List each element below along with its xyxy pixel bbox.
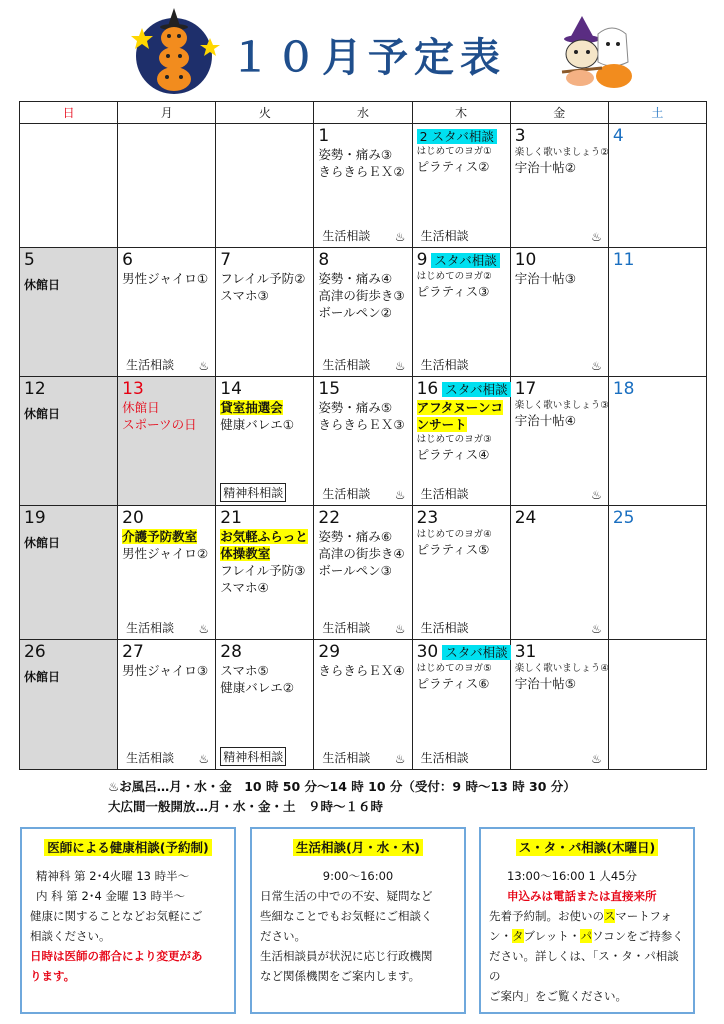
page-header <box>0 0 724 100</box>
calendar-day-cell <box>118 124 216 248</box>
stapa-box-title: ス・タ・パ相談(木曜日) <box>516 839 658 856</box>
day-number: 6 <box>122 250 133 270</box>
day-number: 10 <box>514 250 537 270</box>
event-label: はじめてのヨガ⑤ <box>416 663 492 674</box>
calendar-day-cell <box>608 377 706 506</box>
page-title: １０月予定表 <box>230 35 506 81</box>
calendar-day-cell <box>510 506 608 640</box>
cell-footer <box>519 622 602 636</box>
cell-footer <box>421 356 504 373</box>
day-number: 20 <box>122 508 144 528</box>
day-number: 25 <box>612 508 635 528</box>
calendar-table <box>19 101 707 770</box>
event-label: アフタヌーンコ <box>416 400 503 415</box>
event-label: はじめてのヨガ③ <box>416 434 492 445</box>
calendar-day-cell <box>216 248 314 377</box>
calendar-day-cell <box>216 640 314 770</box>
doctor-line: 精神科 第 2･4火曜 13 時半〜 <box>36 869 190 883</box>
doctor-line: 相談ください。 <box>30 929 111 943</box>
cell-footer <box>519 488 602 502</box>
calendar-day-cell <box>314 506 412 640</box>
closed-day-label: 休館日 <box>24 278 61 292</box>
hot-spring-icon: ♨ <box>394 622 406 636</box>
event-label: スマホ⑤ <box>220 663 269 678</box>
hall-hours-note: 大広間一般開放…月・水・金・土 ９時〜１６時 <box>108 799 384 814</box>
stapa-apply-note: 申込みは電話または直接来所 <box>507 889 657 903</box>
life-consult-label: 生活相談 <box>126 621 175 635</box>
cell-footer <box>126 356 209 373</box>
event-label: 健康バレエ① <box>220 417 294 432</box>
event-label: 姿勢・痛み⑤ <box>318 400 393 415</box>
event-label: 高津の街歩き③ <box>318 288 405 303</box>
stapa-time: 13:00〜16:00 1 人45分 <box>507 869 638 883</box>
stapa-consultation-box <box>479 827 695 1014</box>
event-label: 姿勢・痛み④ <box>318 271 393 286</box>
day-number: 26 <box>24 642 46 662</box>
life-consult-label: 生活相談 <box>420 621 469 635</box>
doctor-warning: ります。 <box>30 969 76 983</box>
event-label: ボールペン② <box>318 305 392 320</box>
life-line: 些細なことでもお気軽にご相談く <box>260 909 433 923</box>
event-label: スタバ相談 <box>442 645 510 660</box>
life-consult-label: 生活相談 <box>322 751 371 765</box>
calendar-week-row <box>20 640 707 770</box>
event-label: ンサート <box>416 417 467 432</box>
cell-footer <box>322 227 405 244</box>
event-label: 男性ジャイロ② <box>122 546 209 561</box>
event-label: 楽しく歌いましょう② <box>514 147 609 158</box>
event-label: ピラティス⑥ <box>416 676 490 691</box>
day-number: 13 <box>122 379 144 399</box>
hot-spring-icon: ♨ <box>591 752 602 766</box>
hot-spring-icon: ♨ <box>198 359 210 373</box>
event-label: 健康バレエ② <box>220 680 294 695</box>
event-label: ピラティス② <box>416 159 490 174</box>
weekday-thu: 木 <box>412 102 510 124</box>
cell-footer <box>519 359 602 373</box>
hot-spring-icon: ♨ <box>394 488 406 502</box>
event-label: 楽しく歌いましょう④ <box>514 663 609 674</box>
event-label: スタバ相談 <box>431 253 499 268</box>
event-label: 介護予防教室 <box>122 529 198 544</box>
day-number: 5 <box>24 250 35 270</box>
event-label: ピラティス③ <box>416 284 490 299</box>
life-consult-label: 生活相談 <box>322 229 371 243</box>
day-number: 4 <box>612 126 624 146</box>
calendar-day-cell <box>314 640 412 770</box>
life-consult-label: 生活相談 <box>322 358 371 372</box>
event-label: 宇治十帖② <box>514 160 576 175</box>
event-label: 2 スタバ相談 <box>417 129 497 144</box>
calendar-day-cell <box>412 377 510 506</box>
bath-hours-note: ♨お風呂…月・水・金 10 時 50 分〜14 時 10 分（受付：9 時〜13 時 30 分） <box>108 779 576 794</box>
calendar-day-cell <box>412 248 510 377</box>
psychiatry-consult-label: 精神科相談 <box>220 483 286 502</box>
day-number: 19 <box>24 508 46 528</box>
event-label: 楽しく歌いましょう③ <box>514 400 609 411</box>
weekday-header-row <box>20 102 707 124</box>
doctor-box-title: 医師による健康相談(予約制) <box>44 839 211 856</box>
event-label: 姿勢・痛み③ <box>318 147 393 162</box>
event-label: ピラティス⑤ <box>416 542 490 557</box>
life-consult-label: 生活相談 <box>126 358 175 372</box>
stapa-line: 先着予約制。お使いのスマートフォ <box>489 909 672 923</box>
life-line: ださい。 <box>260 929 306 943</box>
event-label: はじめてのヨガ① <box>416 146 492 157</box>
day-number: 24 <box>514 508 537 528</box>
jack-o-lantern-stack-icon <box>128 6 224 98</box>
hot-spring-icon: ♨ <box>198 622 210 636</box>
event-label: スポーツの日 <box>122 417 197 432</box>
cell-footer <box>322 619 405 636</box>
day-number: 27 <box>122 642 144 662</box>
calendar-day-cell <box>20 640 118 770</box>
hot-spring-icon: ♨ <box>394 359 406 373</box>
life-line: など関係機関をご案内します。 <box>260 969 421 983</box>
doctor-line: 内 科 第 2･4 金曜 13 時半〜 <box>36 889 185 903</box>
cell-footer <box>421 619 504 636</box>
event-label: 宇治十帖③ <box>514 271 576 286</box>
event-label: はじめてのヨガ② <box>416 271 492 282</box>
event-label: スマホ④ <box>220 580 269 595</box>
cell-footer <box>220 747 307 766</box>
calendar-week-row <box>20 506 707 640</box>
hot-spring-icon: ♨ <box>394 752 406 766</box>
event-label: フレイル予防② <box>220 271 306 286</box>
event-label: ピラティス④ <box>416 447 490 462</box>
life-consultation-box <box>250 827 466 1014</box>
calendar-week-row <box>20 124 707 248</box>
cell-footer <box>421 227 504 244</box>
event-label: 宇治十帖④ <box>514 413 576 428</box>
calendar-day-cell <box>216 124 314 248</box>
calendar-day-cell <box>20 248 118 377</box>
stapa-line: ご案内」をご覧ください。 <box>489 989 627 1003</box>
weekday-sat: 土 <box>608 102 706 124</box>
event-label: きらきらＥＸ④ <box>318 663 405 678</box>
event-label: はじめてのヨガ④ <box>416 529 492 540</box>
calendar-week-row <box>20 377 707 506</box>
calendar-day-cell <box>118 248 216 377</box>
weekday-sun: 日 <box>20 102 118 124</box>
day-number: 9 <box>416 250 428 270</box>
life-consult-label: 生活相談 <box>420 487 469 501</box>
closed-day-label: 休館日 <box>24 670 61 684</box>
calendar-day-cell <box>510 640 608 770</box>
calendar-day-cell <box>118 506 216 640</box>
cell-footer <box>322 749 405 766</box>
life-consult-label: 生活相談 <box>420 751 469 765</box>
calendar-day-cell <box>20 506 118 640</box>
event-label: 休館日 <box>122 400 160 415</box>
day-number: 3 <box>514 126 526 146</box>
calendar-day-cell <box>314 124 412 248</box>
calendar-day-cell <box>314 377 412 506</box>
calendar-day-cell <box>118 640 216 770</box>
event-label: お気軽ふらっと <box>220 529 308 544</box>
event-label: 男性ジャイロ③ <box>122 663 209 678</box>
day-number: 21 <box>220 508 242 528</box>
event-label: きらきらＥＸ③ <box>318 417 405 432</box>
weekday-fri: 金 <box>510 102 608 124</box>
event-label: 貸室抽選会 <box>220 400 283 415</box>
event-label: スタバ相談 <box>442 382 510 397</box>
cell-footer <box>421 749 504 766</box>
closed-day-label: 休館日 <box>24 407 61 421</box>
life-line: 日常生活の中での不安、疑問など <box>260 889 433 903</box>
day-number: 12 <box>24 379 46 399</box>
cell-footer <box>322 485 405 502</box>
cell-footer <box>126 749 209 766</box>
day-number: 18 <box>612 379 635 399</box>
day-number: 7 <box>220 250 232 270</box>
day-number: 16 <box>416 379 439 399</box>
calendar-day-cell <box>510 377 608 506</box>
life-box-title: 生活相談(月・水・木) <box>293 839 423 856</box>
doctor-line: 健康に関することなどお気軽にご <box>30 909 203 923</box>
calendar-day-cell <box>118 377 216 506</box>
life-line: 生活相談員が状況に応じ行政機関 <box>260 949 433 963</box>
life-consult-label: 生活相談 <box>420 358 469 372</box>
weekday-mon: 月 <box>118 102 216 124</box>
psychiatry-consult-label: 精神科相談 <box>220 747 286 766</box>
calendar-day-cell <box>608 640 706 770</box>
life-consult-label: 生活相談 <box>322 621 371 635</box>
calendar-day-cell <box>608 248 706 377</box>
day-number: 1 <box>318 126 330 146</box>
hot-spring-icon: ♨ <box>591 230 602 244</box>
calendar-day-cell <box>20 124 118 248</box>
cell-footer <box>519 230 602 244</box>
day-number: 15 <box>318 379 341 399</box>
calendar-day-cell <box>412 640 510 770</box>
weekday-wed: 水 <box>314 102 412 124</box>
hot-spring-icon: ♨ <box>394 230 406 244</box>
calendar-day-cell <box>510 124 608 248</box>
day-number: 23 <box>416 508 439 528</box>
calendar-day-cell <box>314 248 412 377</box>
day-number: 28 <box>220 642 242 662</box>
calendar-day-cell <box>608 506 706 640</box>
calendar-day-cell <box>20 377 118 506</box>
hot-spring-icon: ♨ <box>591 622 602 636</box>
closed-day-label: 休館日 <box>24 536 61 550</box>
event-label: 宇治十帖⑤ <box>514 676 576 691</box>
life-consult-label: 生活相談 <box>126 751 175 765</box>
event-label: 男性ジャイロ① <box>122 271 209 286</box>
day-number: 22 <box>318 508 341 528</box>
calendar-day-cell <box>216 377 314 506</box>
event-label: スマホ③ <box>220 288 269 303</box>
day-number: 31 <box>514 642 537 662</box>
day-number: 14 <box>220 379 242 399</box>
cell-footer <box>126 619 209 636</box>
event-label: きらきらＥＸ② <box>318 164 405 179</box>
halloween-characters-icon <box>552 12 640 92</box>
hot-spring-icon: ♨ <box>198 752 210 766</box>
hot-spring-icon: ♨ <box>591 488 602 502</box>
calendar-day-cell <box>608 124 706 248</box>
event-label: フレイル予防③ <box>220 563 306 578</box>
hot-spring-icon: ♨ <box>591 359 602 373</box>
day-number: 8 <box>318 250 330 270</box>
calendar-day-cell <box>216 506 314 640</box>
stapa-line: ださい。詳しくは、「ス・タ・パ相談の <box>489 949 679 983</box>
facility-notes <box>108 777 576 817</box>
life-consult-label: 生活相談 <box>420 229 469 243</box>
stapa-line: ン・タブレット・パソコンをご持参く <box>489 929 684 943</box>
calendar-day-cell <box>510 248 608 377</box>
day-number: 11 <box>612 250 635 270</box>
calendar-day-cell <box>412 506 510 640</box>
cell-footer <box>519 752 602 766</box>
doctor-warning: 日時は医師の都合により変更があ <box>30 949 203 963</box>
life-consult-label: 生活相談 <box>322 487 371 501</box>
doctor-consultation-box <box>20 827 236 1014</box>
cell-footer <box>322 356 405 373</box>
event-label: 姿勢・痛み⑥ <box>318 529 393 544</box>
day-number: 30 <box>416 642 439 662</box>
calendar-week-row <box>20 248 707 377</box>
event-label: ボールペン③ <box>318 563 392 578</box>
weekday-tue: 火 <box>216 102 314 124</box>
event-label: 体操教室 <box>220 546 271 561</box>
event-label: 高津の街歩き④ <box>318 546 405 561</box>
day-number: 17 <box>514 379 537 399</box>
cell-footer <box>220 483 307 502</box>
life-time: 9:00〜16:00 <box>322 869 394 883</box>
cell-footer <box>421 485 504 502</box>
day-number: 29 <box>318 642 341 662</box>
calendar-day-cell <box>412 124 510 248</box>
